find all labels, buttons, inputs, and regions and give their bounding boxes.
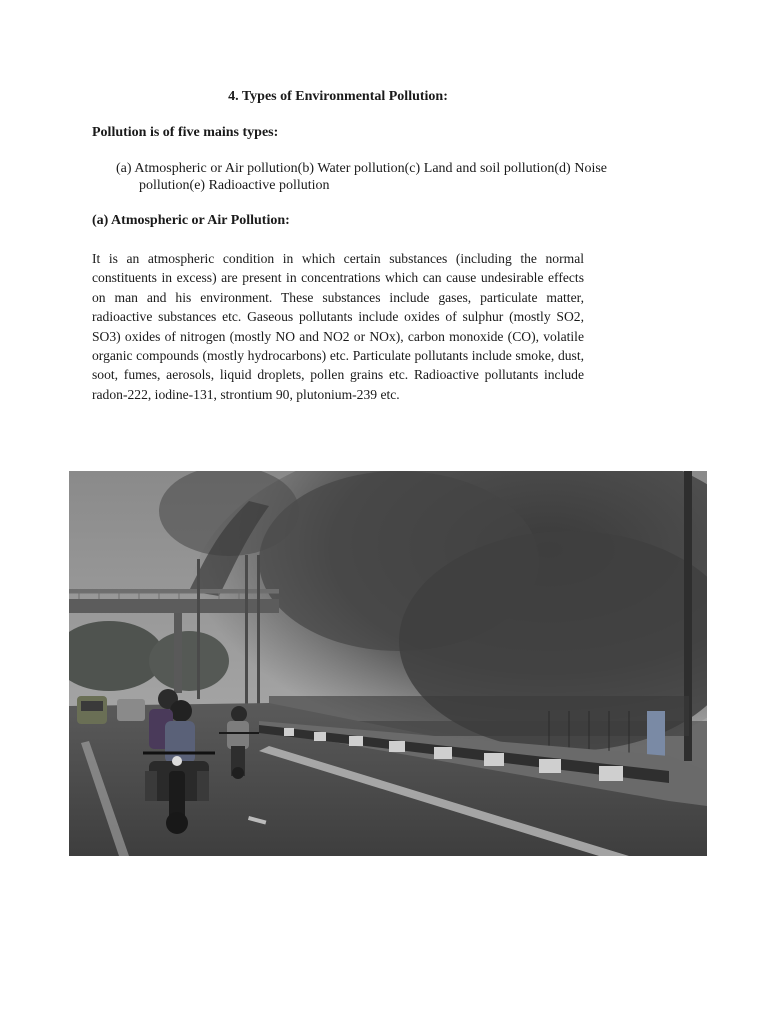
pollution-types-list: (a) Atmospheric or Air pollution(b) Water pollution(c) Land and soil pollution(d) Noise pollution(e) Radioactive pollution [116,161,607,193]
section-title: 4. Types of Environmental Pollution: [228,89,448,104]
air-pollution-paragraph: It is an atmospheric condition in which certain substances (including the normal constituents in excess) are present in concentrations which can cause undesirable effects on man and his environment. These substances include gases, particulate matter, radioactive substances etc. Gaseous pollutants include oxides of sulphur (mostly SO2, SO3) oxides of nitrogen (mostly NO and NO2 or NOx), carbon monoxide (CO), volatile organic compounds (mostly hydrocarbons) etc. Particulate pollutants include smoke, dust, soot, fumes, aerosols, liquid droplets, pollen grains etc. Radioactive pollutants include radon-222, iodine-131, strontium 90, plutonium-239 etc. [92,251,584,402]
smoke-street-image [69,471,707,856]
air-pollution-photo [69,471,707,856]
air-pollution-heading: (a) Atmospheric or Air Pollution: [92,213,290,228]
intro-text: Pollution is of five mains types: [92,125,279,140]
